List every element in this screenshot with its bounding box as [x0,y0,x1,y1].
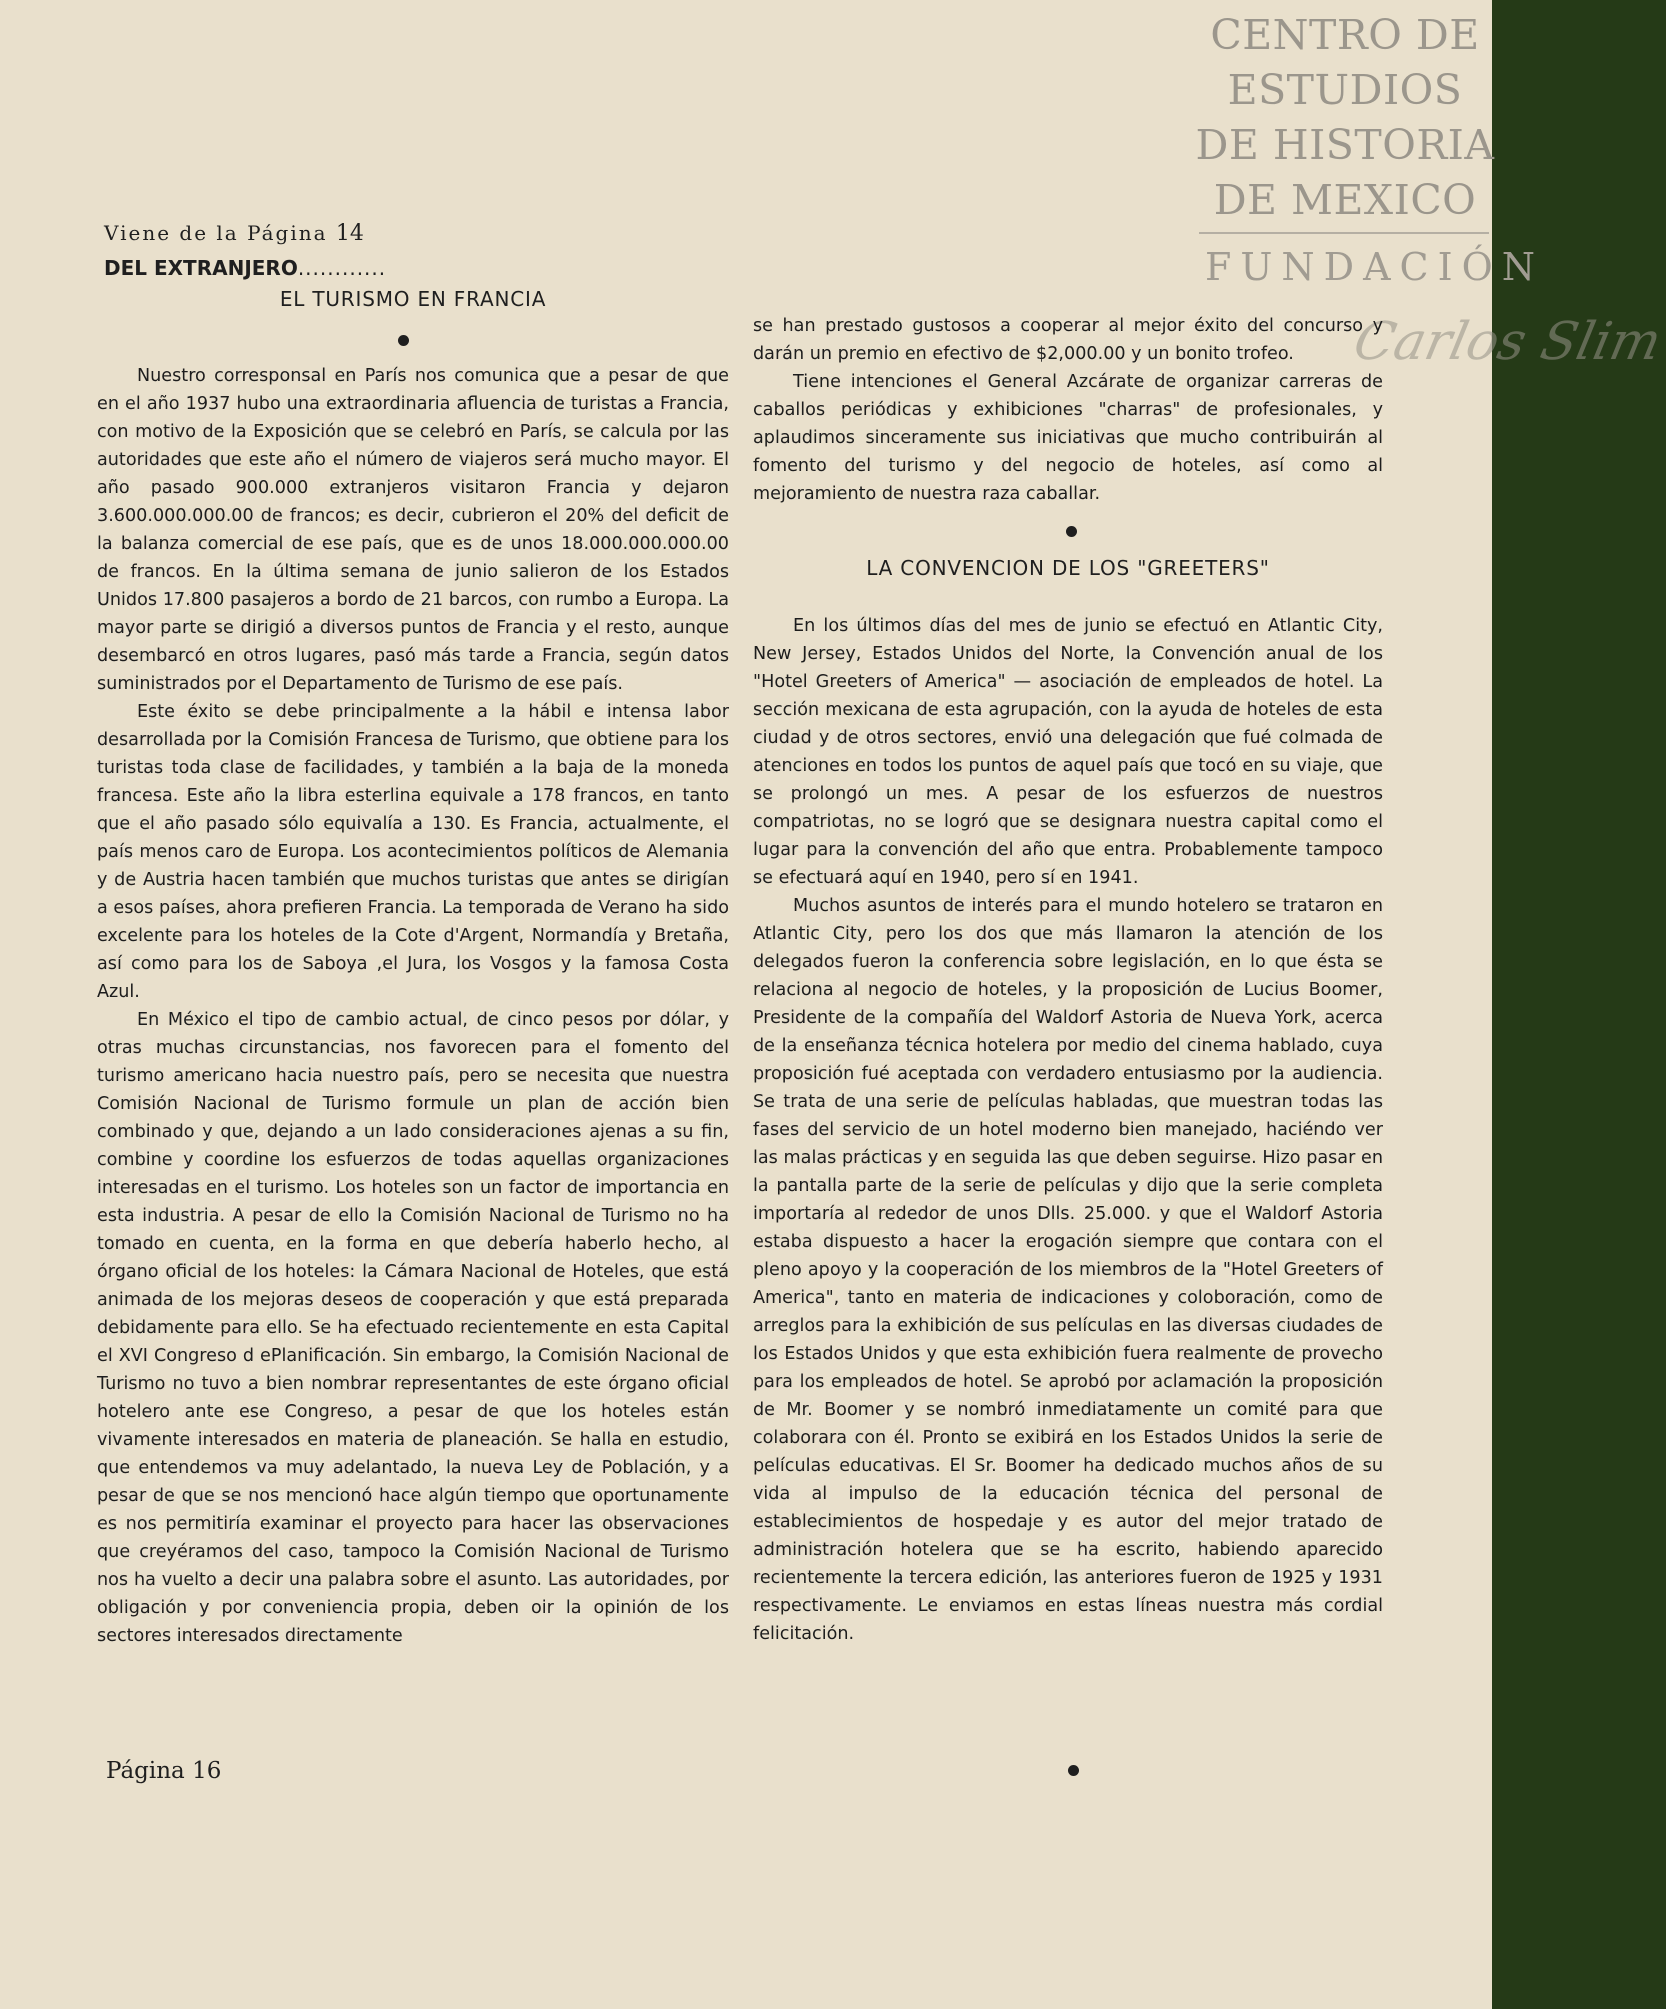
section-title: DEL EXTRANJERO [104,256,298,280]
watermark-foundation: FUNDACIÓN [1205,245,1545,289]
section-heading [104,256,386,280]
article-title-turismo: EL TURISMO EN FRANCIA [279,287,547,311]
continued-from-line [104,221,364,246]
right-column [753,612,1383,1648]
separator-bullet [398,335,409,346]
article-paragraph: Nuestro corresponsal en París nos comunica que a pesar de que en el año 1937 hubo una extraordinaria afluencia de turistas a Francia, con motivo de la Exposición que se celebró en París, se calcula por las autoridades que este año el número de viajeros será mucho mayor. El año pasado 900.000 extranjeros visitaron Francia y dejaron 3.600.000.000.00 de francos; es decir, cubrieron el 20% del deficit de la balanza comercial de ese país, que es de unos 18.000.000.000.00 de francos. En la última semana de junio salieron de los Estados Unidos 17.800 pasajeros a bordo de 21 barcos, con rumbo a Europa. La mayor parte se dirigió a diversos puntos de Francia y el resto, aunque desembarcó en otros lugares, pasó más tarde a Francia, según datos suministrados por el Departamento de Turismo de ese país. [97,366,729,694]
watermark-signature: Carlos Slim [1348,312,1666,372]
continued-prefix: Viene de la Página [104,221,328,245]
watermark-divider [1199,232,1489,234]
left-column [97,362,729,1650]
watermark-line: ESTUDIOS [1227,66,1463,114]
continued-page-number: 14 [335,221,364,246]
article-paragraph: Muchos asuntos de interés para el mundo hotelero se trataron en Atlantic City, pero los dos que más llamaron la atención de los delegados fueron la conferencia sobre legislación, en lo que ésta se relaciona al negocio de hoteles, y la proposición de Lucius Boomer, Presidente de la compañía del Waldorf Astoria de Nueva York, acerca de la enseñanza técnica hotelera por medio del cinema hablado, cuya proposición fué aceptada con verdadero entusiasmo por la audiencia. Se trata de una serie de películas habladas, que muestran todas las fases del servicio de un hotel moderno bien manejado, haciéndo ver las malas prácticas y en seguida las que deben seguirse. Hizo pasar en la pantalla parte de la serie de películas y dijo que la serie completa importaría al rededor de unos Dlls. 25.000. y que el Waldorf Astoria estaba dispuesto a hacer la erogación siempre que contara con el pleno apoyo y la cooperación de los miembros de la "Hotel Greeters of America", tanto en materia de indicaciones y coloboración, como de arreglos para la exhibición de sus películas en las diversas ciudades de los Estados Unidos y que esta exhibición fuera realmente de provecho para los empleados de hotel. Se aprobó por aclamación la proposición de Mr. Boomer y se nombró inmediatamente un comité para que colaborara con él. Pronto se exibirá en los Estados Unidos la serie de películas educativas. El Sr. Boomer ha dedicado muchos años de su vida al impulso de la educación técnica del personal de establecimientos de hospedaje y es autor del mejor tratado de administración hotelera que se ha escrito, habiendo aparecido recientemente la tercera edición, las anteriores fueron de 1925 y 1931 respectivamente. Le enviamos en estas líneas nuestra más cordial felicitación. [753,896,1383,1644]
article-paragraph: En los últimos días del mes de junio se efectuó en Atlantic City, New Jersey, Estados Unidos del Norte, la Convención anual de los "Hotel Greeters of America" — asociación de empleados de hotel. La sección mexicana de esta agrupación, con la ayuda de hoteles de esta ciudad y de otros sectores, envió una delegación que fué colmada de atenciones en todos los puntos de aquel país que tocó en su viaje, que se prolongó un mes. A pesar de los esfuerzos de nuestros compatriotas, no se logró que se designara nuestra capital como el lugar para la convención del año que entra. Probablemente tampoco se efectuará aquí en 1940, pero sí en 1941. [753,616,1383,888]
archive-watermark [1195,8,1495,228]
right-column-continuation [753,312,1383,508]
article-title-greeters: LA CONVENCION DE LOS "GREETERS" [866,556,1270,580]
page-number-footer: Página 16 [106,1758,222,1784]
article-paragraph: se han prestado gustosos a cooperar al mejor éxito del concurso y darán un premio en efectivo de $2,000.00 y un bonito trofeo. [753,316,1383,364]
article-paragraph: Tiene intenciones el General Azcárate de organizar carreras de caballos periódicas y exhibiciones "charras" de profesionales, y aplaudimos sinceramente sus iniciativas que mucho contribuirán al fomento del turismo y del negocio de hoteles, así como al mejoramiento de nuestra raza caballar. [753,372,1383,504]
watermark-line: DE MEXICO [1213,176,1477,224]
article-paragraph: En México el tipo de cambio actual, de cinco pesos por dólar, y otras muchas circunstancias, nos favorecen para el fomento del turismo americano hacia nuestro país, pero se necesita que nuestra Comisión Nacional de Turismo formule un plan de acción bien combinado y que, dejando a un lado consideraciones ajenas a su fin, combine y coordine los esfuerzos de todas aquellas organizaciones interesadas en el turismo. Los hoteles son un factor de importancia en esta industria. A pesar de ello la Comisión Nacional de Turismo no ha tomado en cuenta, en la forma en que debería haberlo hecho, al órgano oficial de los hoteles: la Cámara Nacional de Hoteles, que está animada de los mejoras deseos de cooperación y que está preparada debidamente para ello. Se ha efectuado recientemente en esta Capital el XVI Congreso d ePlanificación. Sin embargo, la Comisión Nacional de Turismo no tuvo a bien nombrar representantes de este órgano oficial hotelero ante ese Congreso, a pesar de que los hoteles están vivamente interesados en materia de planeación. Se halla en estudio, que entendemos va muy adelantado, la nueva Ley de Población, y a pesar de que se nos mencionó hace algún tiempo que oportunamente es nos permitiría examinar el proyecto para hacer las observaciones que creyéramos del caso, tampoco la Comisión Nacional de Turismo nos ha vuelto a decir una palabra sobre el asunto. Las autoridades, por obligación y por conveniencia propia, deben oir la opinión de los sectores interesados directamente [97,1010,729,1646]
watermark-line: CENTRO DE [1210,11,1480,59]
section-dots: ............ [297,256,387,280]
footer-bullet [1068,1765,1079,1776]
watermark-line: DE HISTORIA [1195,121,1495,169]
article-paragraph: Este éxito se debe principalmente a la hábil e intensa labor desarrollada por la Comisión Francesa de Turismo, que obtiene para los turistas toda clase de facilidades, y también a la baja de la moneda francesa. Este año la libra esterlina equivale a 178 francos, en tanto que el año pasado sólo equivalía a 130. Es Francia, actualmente, el país menos caro de Europa. Los acontecimientos políticos de Alemania y de Austria hacen también que muchos turistas que antes se dirigían a esos países, ahora prefieren Francia. La temporada de Verano ha sido excelente para los hoteles de la Cote d'Argent, Normandía y Bretaña, así como para los de Saboya ,el Jura, los Vosgos y la famosa Costa Azul. [97,702,729,1002]
separator-bullet [1066,526,1077,537]
